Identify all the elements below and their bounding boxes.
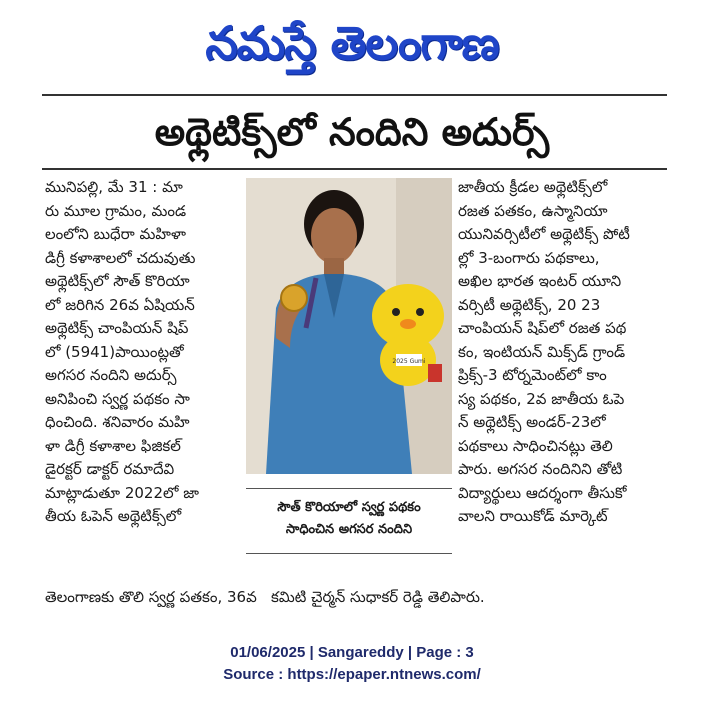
top-divider	[42, 94, 667, 96]
caption-line: సౌత్ కొరియాలో స్వర్ణ పథకం	[277, 500, 421, 515]
article-column-right	[458, 176, 668, 529]
article-line: జాతీయ క్రీడల అథ్లెటిక్స్‌లో	[458, 178, 608, 196]
article-line: అథ్లెటిక్స్ చాంపియన్ షిప్	[45, 319, 189, 337]
article-line: మాట్లాడుతూ 2022లో జా	[45, 483, 199, 502]
article-line: లో జరిగిన 26వ ఏషియన్	[45, 295, 195, 314]
footer-date-line: 01/06/2025 | Sangareddy | Page : 3	[230, 644, 474, 661]
article-line: కం, ఇంటియన్ మిక్స్‌డ్ గ్రాండ్	[458, 342, 626, 361]
article-line: తీయ ఓపెన్ అథ్లెటిక్స్‌లో	[45, 507, 182, 525]
article-line: లో (5941)పాయింట్లతో	[45, 342, 184, 361]
photo-caption	[246, 488, 452, 554]
article-line: డైరక్టర్ డాక్టర్ రమాదేవి	[45, 460, 175, 478]
newspaper-masthead: నమస్తే తెలంగాణ	[205, 16, 499, 70]
article-line: యునివర్సిటీలో అథ్లెటిక్స్ పోటీ	[458, 225, 630, 243]
article-line: పథకాలు సాధించినట్లు తెలి	[458, 436, 613, 455]
athlete-photo-illustration	[246, 178, 452, 474]
footer-source-line: Source : https://epaper.ntnews.com/	[223, 666, 481, 683]
article-closing-line	[45, 586, 665, 610]
article-line: ల్లో 3-బంగారు పథకాలు,	[458, 248, 600, 267]
article-line: పారు. అగసర నందినిని తోటి	[458, 460, 623, 478]
article-line: ప్రిక్స్-3 టోర్నమెంట్‌లో కాం	[458, 366, 607, 384]
article-line: అథ్లెటిక్స్‌లో సౌత్ కొరియా	[45, 272, 190, 290]
article-line: డిగ్రీ కళాశాలలో చదువుతు	[45, 248, 196, 267]
article-line: ళా డిగ్రీ కళాశాల ఫిజికల్	[45, 436, 181, 455]
article-line: తెలంగాణకు తొలి స్వర్ణ పతకం, 36వ కమిటి చైర్మన్ సుధాకర్ రెడ్డి తెలిపారు.	[45, 588, 485, 606]
article-line: న్ అథ్లెటిక్స్ అండర్-23లో	[458, 413, 606, 431]
article-line: విద్యార్థులు ఆదర్శంగా తీసుకో	[458, 483, 627, 502]
article-line: అనిపించి స్వర్ణ పథకం సా	[45, 389, 190, 408]
article-line: వర్సిటీ అథ్లెటిక్స్, 20 23	[458, 295, 601, 314]
headline-divider	[42, 168, 667, 170]
article-line: స్య పథకం, 2వ జాతీయ ఓపె	[458, 389, 625, 408]
article-line: అఖిల భారత ఇంటర్ యూని	[458, 272, 622, 290]
article-column-left	[45, 176, 241, 529]
article-line: లంలోని బుధేరా మహిళా	[45, 225, 186, 243]
caption-line: సాధించిన అగసర నందిని	[285, 522, 413, 537]
article-headline: అథ్లెటిక్స్‌లో నందిని అదుర్స్	[154, 110, 550, 154]
article-line: మునిపల్లి, మే 31 : మా	[45, 178, 183, 196]
article-line: రు మూల గ్రామం, మండ	[45, 201, 187, 220]
article-line: చాంపియన్ షిప్‌లో రజత పథ	[458, 319, 627, 337]
article-line: రజత పతకం, ఉస్మానియా	[458, 201, 608, 220]
athlete-photo	[246, 178, 452, 474]
article-line: ధించింది. శనివారం మహి	[45, 413, 190, 431]
article-line: అగసర నందిని అదుర్స్	[45, 366, 177, 384]
svg-text:2025 Gumi: 2025 Gumi	[392, 358, 426, 365]
article-line: వాలని రాయికోడ్ మార్కెట్	[458, 507, 608, 525]
